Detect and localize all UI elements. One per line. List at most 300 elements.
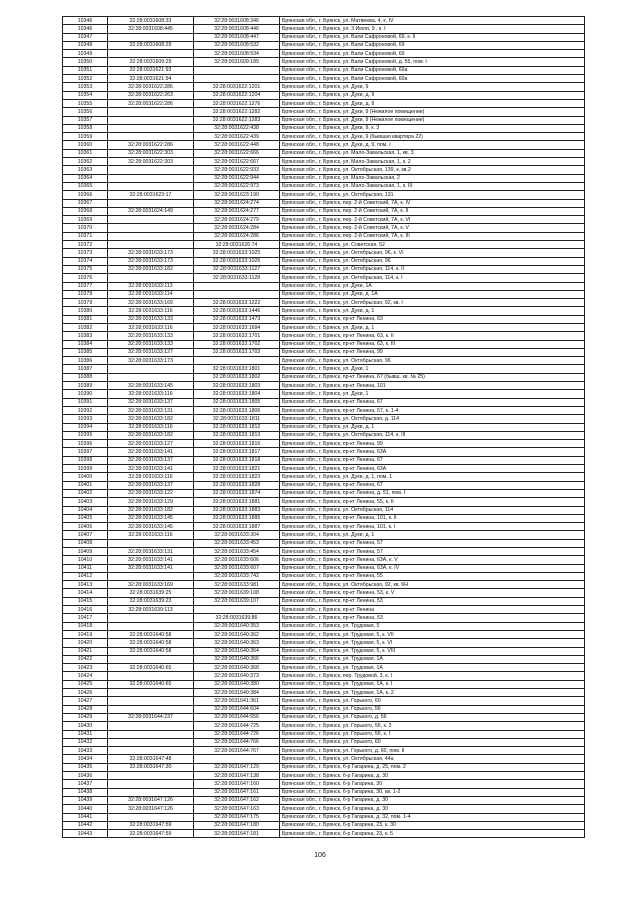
address-cell: Брянская обл., г. Брянск, ул. Октябрьская, 114, к. I [280, 274, 585, 282]
parcel-number-cell [108, 174, 194, 182]
parcel-number-cell: 32:28:0031633:116 [108, 423, 194, 431]
row-number-cell: 10429 [63, 713, 108, 721]
parcel-number-cell [108, 747, 194, 755]
address-cell: Брянская обл., г. Брянск, ул. Дуки, д. 1 [280, 323, 585, 331]
parcel-number-cell [108, 539, 194, 547]
object-number-cell: 32:28:0031640:373 [194, 672, 280, 680]
parcel-number-cell: 32:28:0031621:94 [108, 75, 194, 83]
address-cell: Брянская обл., г. Брянск, ул. Дуки, 1А [280, 282, 585, 290]
row-number-cell: 10418 [63, 622, 108, 630]
object-number-cell: 32:28:0031633:1816 [194, 440, 280, 448]
object-number-cell: 32:28:0031633:1804 [194, 390, 280, 398]
object-number-cell: 32:28:0031608:532 [194, 41, 280, 49]
table-row [63, 191, 585, 199]
object-number-cell: 32:28:0031647:161 [194, 788, 280, 796]
table-row [63, 91, 585, 99]
parcel-number-cell: 32:28:0031633:114 [108, 290, 194, 298]
address-cell: Брянская обл., г. Брянск, ул. Дуки, 9 (Нежилое помещение) [280, 108, 585, 116]
property-register-table [62, 16, 585, 838]
address-cell: Брянская обл., г. Брянск, ул. Вали Сафроновой, 69 [280, 50, 585, 58]
object-number-cell: 32:28:0031647:129 [194, 763, 280, 771]
table-row [63, 805, 585, 813]
object-number-cell: 32:28:0031622:438 [194, 124, 280, 132]
table-row [63, 116, 585, 124]
object-number-cell: 32:28:0031609:189 [194, 58, 280, 66]
address-cell: Брянская обл., г. Брянск, пер. Трудовой, 3, к. I [280, 672, 585, 680]
object-number-cell: 32:28:0031622:1201 [194, 83, 280, 91]
row-number-cell: 10356 [63, 108, 108, 116]
table-row [63, 390, 585, 398]
object-number-cell: 32:28:0031644:656 [194, 713, 280, 721]
address-cell: Брянская обл., г. Брянск, ул. Октябрьская, 96 [280, 357, 585, 365]
row-number-cell: 10404 [63, 506, 108, 514]
address-cell: Брянская обл., г. Брянск, б-р Гагарина, 23, к. 5 [280, 830, 585, 838]
parcel-number-cell: 32:28:0031608:33 [108, 17, 194, 25]
table-row [63, 382, 585, 390]
table-row [63, 821, 585, 829]
address-cell: Брянская обл., г. Брянск, пр-кт Ленина, 57 [280, 539, 585, 547]
table-row [63, 83, 585, 91]
parcel-number-cell: 32:28:0031633:173 [108, 357, 194, 365]
address-cell: Брянская обл., г. Брянск, пр-кт Ленина [280, 606, 585, 614]
address-cell: Брянская обл., г. Брянск, ул. Горького, 56, к. 2 [280, 722, 585, 730]
table-row [63, 249, 585, 257]
row-number-cell: 10420 [63, 639, 108, 647]
address-cell: Брянская обл., г. Брянск, б-р Гагарина, 23, к. 30 [280, 821, 585, 829]
table-row [63, 531, 585, 539]
object-number-cell: 32:28:0031608:446 [194, 25, 280, 33]
row-number-cell: 10396 [63, 440, 108, 448]
address-cell: Брянская обл., г. Брянск, пер. 2-й Советский, 7А, к. VI [280, 216, 585, 224]
parcel-number-cell [108, 689, 194, 697]
table-row [63, 473, 585, 481]
address-cell: Брянская обл., г. Брянск, ул. Октябрьская, 92, кв. 6Н [280, 581, 585, 589]
row-number-cell: 10352 [63, 75, 108, 83]
row-number-cell: 10443 [63, 830, 108, 838]
parcel-number-cell: 32:28:0031633:116 [108, 531, 194, 539]
parcel-number-cell: 32:28:0031633:137 [108, 456, 194, 464]
object-number-cell: 32:28:0031640:380 [194, 680, 280, 688]
object-number-cell: 32:28:0031626:74 [194, 241, 280, 249]
row-number-cell: 10381 [63, 315, 108, 323]
table-row [63, 796, 585, 804]
table-row [63, 689, 585, 697]
parcel-number-cell: 32:28:0031644:237 [108, 713, 194, 721]
row-number-cell: 10378 [63, 290, 108, 298]
parcel-number-cell: 32:28:0031633:145 [108, 523, 194, 531]
table-row [63, 373, 585, 381]
row-number-cell: 10437 [63, 780, 108, 788]
parcel-number-cell: 32:28:0031633:127 [108, 348, 194, 356]
object-number-cell: 32:28:0031622:973 [194, 182, 280, 190]
row-number-cell: 10360 [63, 141, 108, 149]
object-number-cell: 32:28:0031633:1025 [194, 249, 280, 257]
table-row [63, 133, 585, 141]
table-row [63, 465, 585, 473]
table-row [63, 763, 585, 771]
parcel-number-cell: 32:28:0031621:93 [108, 66, 194, 74]
address-cell: Брянская обл., г. Брянск, ул. Дуки, 9 (бывшая квартира 22) [280, 133, 585, 141]
row-number-cell: 10407 [63, 531, 108, 539]
address-cell: Брянская обл., г. Брянск, пр-кт Ленина, 57, к. 1-4 [280, 406, 585, 414]
parcel-number-cell: 32:28:0031622:286 [108, 141, 194, 149]
object-number-cell: 32:28:0031633:1818 [194, 456, 280, 464]
address-cell: Брянская обл., г. Брянск, пр-кт Ленина, 55, к. II [280, 498, 585, 506]
object-number-cell: 32:28:0031641:361 [194, 697, 280, 705]
parcel-number-cell [108, 182, 194, 190]
address-cell: Брянская обл., г. Брянск, пр-кт Ленина, 57 [280, 548, 585, 556]
row-number-cell: 10415 [63, 597, 108, 605]
row-number-cell: 10401 [63, 481, 108, 489]
row-number-cell: 10351 [63, 66, 108, 74]
table-row [63, 58, 585, 66]
object-number-cell: 32:28:0031633:1828 [194, 481, 280, 489]
parcel-number-cell: 32:28:0031633:127 [108, 440, 194, 448]
row-number-cell: 10438 [63, 788, 108, 796]
parcel-number-cell [108, 232, 194, 240]
row-number-cell: 10387 [63, 365, 108, 373]
object-number-cell: 32:28:0031633:1473 [194, 315, 280, 323]
parcel-number-cell: 32:28:0031633:137 [108, 481, 194, 489]
table-row [63, 606, 585, 614]
object-number-cell: 32:28:0031622:933 [194, 166, 280, 174]
object-number-cell: 32:28:0031623:190 [194, 191, 280, 199]
object-number-cell: 32:28:0031633:1805 [194, 398, 280, 406]
table-row [63, 323, 585, 331]
row-number-cell: 10423 [63, 664, 108, 672]
parcel-number-cell: 32:28:0031633:133 [108, 340, 194, 348]
address-cell: Брянская обл., г. Брянск, пр-кт Ленина, 101, к. II [280, 514, 585, 522]
table-row [63, 299, 585, 307]
object-number-cell: 32:28:0031633:304 [194, 531, 280, 539]
parcel-number-cell [108, 614, 194, 622]
table-row [63, 747, 585, 755]
address-cell: Брянская обл., г. Брянск, ул. Горького, 56, к. I [280, 730, 585, 738]
row-number-cell: 10388 [63, 373, 108, 381]
row-number-cell: 10358 [63, 124, 108, 132]
table-row [63, 489, 585, 497]
address-cell: Брянская обл., г. Брянск, ул. Октябрьская, 139, к. кв.2 [280, 166, 585, 174]
object-number-cell: 32:28:0031633:1811 [194, 415, 280, 423]
parcel-number-cell [108, 697, 194, 705]
row-number-cell: 10436 [63, 772, 108, 780]
object-number-cell: 32:28:0031633:1883 [194, 506, 280, 514]
table-row [63, 75, 585, 83]
address-cell: Брянская обл., г. Брянск, ул. Октябрьская, 114, к. II [280, 265, 585, 273]
address-cell: Брянская обл., г. Брянск, пр-кт Ленина, 99 [280, 440, 585, 448]
address-cell: Брянская обл., г. Брянск, ул. Вали Сафроновой, 60а [280, 66, 585, 74]
table-row [63, 332, 585, 340]
row-number-cell: 10413 [63, 581, 108, 589]
table-row [63, 589, 585, 597]
object-number-cell: 32:28:0031639:108 [194, 589, 280, 597]
address-cell: Брянская обл., г. Брянск, ул. Горького, 60 [280, 697, 585, 705]
table-row [63, 149, 585, 157]
object-number-cell: 32:28:0031622:448 [194, 141, 280, 149]
address-cell: Брянская обл., г. Брянск, пр-кт Ленина, 63А, к. IV [280, 564, 585, 572]
table-row [63, 581, 585, 589]
object-number-cell: 32:28:0031633:1874 [194, 489, 280, 497]
address-cell: Брянская обл., г. Брянск, ул. Октябрьская, 96, к. VI [280, 249, 585, 257]
address-cell: Брянская обл., г. Брянск, ул. Октябрьская, 92, кв. I [280, 299, 585, 307]
table-row [63, 788, 585, 796]
address-cell: Брянская обл., г. Брянск, ул. Дуки, 1 [280, 365, 585, 373]
table-row [63, 50, 585, 58]
object-number-cell: 32:28:0031633:1222 [194, 299, 280, 307]
address-cell: Брянская обл., г. Брянск, ул. Горького, д. 60, пом. II [280, 747, 585, 755]
table-row [63, 25, 585, 33]
table-row [63, 290, 585, 298]
table-row [63, 257, 585, 265]
parcel-number-cell: 32:28:0031633:133 [108, 315, 194, 323]
address-cell: Брянская обл., г. Брянск, б-р Гагарина, д. 25, пом. 2 [280, 763, 585, 771]
table-row [63, 780, 585, 788]
address-cell: Брянская обл., г. Брянск, ул. Мало-Завальская, 1, к. III [280, 182, 585, 190]
object-number-cell: 32:28:0031622:1283 [194, 116, 280, 124]
object-number-cell: 32:28:0031622:1282 [194, 108, 280, 116]
table-row [63, 41, 585, 49]
object-number-cell: 32:28:0031622:944 [194, 174, 280, 182]
table-row [63, 448, 585, 456]
parcel-number-cell: 32:28:0031640:58 [108, 639, 194, 647]
table-row [63, 730, 585, 738]
table-row [63, 357, 585, 365]
row-number-cell: 10357 [63, 116, 108, 124]
parcel-number-cell [108, 199, 194, 207]
address-cell: Брянская обл., г. Брянск, ул. Трудовая, 1А, к. 2 [280, 689, 585, 697]
table-row [63, 241, 585, 249]
row-number-cell: 10408 [63, 539, 108, 547]
table-row [63, 431, 585, 439]
address-cell: Брянская обл., г. Брянск, пр-кт Ленина, 67 [280, 398, 585, 406]
parcel-number-cell: 32:28:0031633:137 [108, 398, 194, 406]
table-row [63, 398, 585, 406]
parcel-number-cell [108, 813, 194, 821]
parcel-number-cell [108, 224, 194, 232]
object-number-cell: 32:28:0031624:286 [194, 232, 280, 240]
table-row [63, 456, 585, 464]
address-cell: Брянская обл., г. Брянск, пр-кт Ленина, 63А, к. V [280, 556, 585, 564]
parcel-number-cell: 32:28:0031633:141 [108, 564, 194, 572]
table-row [63, 166, 585, 174]
parcel-number-cell: 32:28:0031639:113 [108, 606, 194, 614]
object-number-cell: 32:28:0031644:726 [194, 730, 280, 738]
parcel-number-cell: 32:28:0031647:48 [108, 755, 194, 763]
address-cell: Брянская обл., г. Брянск, пр-кт Ленина, 63, к. II [280, 332, 585, 340]
parcel-number-cell [108, 373, 194, 381]
address-cell: Брянская обл., г. Брянск, ул. Советская, 52 [280, 241, 585, 249]
object-number-cell: 32:28:0031639:107 [194, 597, 280, 605]
row-number-cell: 10421 [63, 647, 108, 655]
object-number-cell: 32:28:0031633:1813 [194, 431, 280, 439]
address-cell: Брянская обл., г. Брянск, ул. Мало-Завальская, 1, к. 2 [280, 158, 585, 166]
table-row [63, 830, 585, 838]
parcel-number-cell: 32:28:0031633:182 [108, 415, 194, 423]
row-number-cell: 10394 [63, 423, 108, 431]
parcel-number-cell [108, 772, 194, 780]
parcel-number-cell [108, 788, 194, 796]
parcel-number-cell: 32:28:0031640:65 [108, 680, 194, 688]
document-page [62, 16, 580, 838]
address-cell: Брянская обл., г. Брянск, ул. Горького, 56 [280, 705, 585, 713]
table-row [63, 572, 585, 580]
address-cell: Брянская обл., г. Брянск, ул. 3 Июля, 9 , к. I [280, 25, 585, 33]
address-cell: Брянская обл., г. Брянск, пр-кт Ленина, 67 (бывш. кв. № 25) [280, 373, 585, 381]
object-number-cell: 32:28:0031640:364 [194, 647, 280, 655]
parcel-number-cell: 32:28:0031639:25 [108, 589, 194, 597]
row-number-cell: 10398 [63, 456, 108, 464]
row-number-cell: 10380 [63, 307, 108, 315]
row-number-cell: 10441 [63, 813, 108, 821]
table-row [63, 124, 585, 132]
address-cell: Брянская обл., г. Брянск, пр-кт Ленина, 55 [280, 572, 585, 580]
address-cell: Брянская обл., г. Брянск, б-р Гагарина, 30, кв. 1-2 [280, 788, 585, 796]
row-number-cell: 10370 [63, 224, 108, 232]
object-number-cell: 32:28:0031647:175 [194, 813, 280, 821]
parcel-number-cell: 32:28:0031633:141 [108, 465, 194, 473]
table-row [63, 614, 585, 622]
address-cell: Брянская обл., г. Брянск, ул. Дуки, д. 9, пом. I [280, 141, 585, 149]
table-row [63, 423, 585, 431]
row-number-cell: 10440 [63, 805, 108, 813]
row-number-cell: 10412 [63, 572, 108, 580]
object-number-cell [194, 66, 280, 74]
address-cell: Брянская обл., г. Брянск, ул. Трудовая, 5, к. VI [280, 639, 585, 647]
row-number-cell: 10403 [63, 498, 108, 506]
address-cell: Брянская обл., г. Брянск, б-р Гагарина, д. 32, пом. 1-4 [280, 813, 585, 821]
parcel-number-cell: 32:28:0031633:122 [108, 489, 194, 497]
parcel-number-cell: 32:28:0031640:65 [108, 664, 194, 672]
address-cell: Брянская обл., г. Брянск, ул. Дуки, д. 1 [280, 531, 585, 539]
object-number-cell: 32:28:0031633:607 [194, 564, 280, 572]
table-row [63, 556, 585, 564]
table-row [63, 506, 585, 514]
object-number-cell: 32:28:0031633:1446 [194, 307, 280, 315]
object-number-cell: 32:28:0031639:86 [194, 614, 280, 622]
row-number-cell: 10410 [63, 556, 108, 564]
table-row [63, 415, 585, 423]
object-number-cell [194, 357, 280, 365]
address-cell: Брянская обл., г. Брянск, ул. Дуки, д. 1 [280, 307, 585, 315]
parcel-number-cell: 32:28:0031633:182 [108, 265, 194, 273]
object-number-cell: 32:28:0031633:1703 [194, 348, 280, 356]
row-number-cell: 10376 [63, 274, 108, 282]
table-row [63, 548, 585, 556]
object-number-cell: 32:28:0031640:362 [194, 630, 280, 638]
address-cell: Брянская обл., г. Брянск, ул. Октябрьская, 114, к. III [280, 431, 585, 439]
table-row [63, 365, 585, 373]
object-number-cell: 32:28:0031640:368 [194, 664, 280, 672]
object-number-cell: 32:28:0031633:1817 [194, 448, 280, 456]
row-number-cell: 10417 [63, 614, 108, 622]
address-cell: Брянская обл., г. Брянск, ул. Дуки, 9 [280, 83, 585, 91]
address-cell: Брянская обл., г. Брянск, пер. 2-й Советский, 7А, к. III [280, 232, 585, 240]
row-number-cell: 10402 [63, 489, 108, 497]
object-number-cell: 32:28:0031633:1823 [194, 473, 280, 481]
row-number-cell: 10434 [63, 755, 108, 763]
address-cell: Брянская обл., г. Брянск, пр-кт Ленина, 53, к. V [280, 589, 585, 597]
object-number-cell: 32:28:0031644:725 [194, 722, 280, 730]
row-number-cell: 10349 [63, 50, 108, 58]
table-row [63, 315, 585, 323]
table-row [63, 182, 585, 190]
table-row [63, 307, 585, 315]
address-cell: Брянская обл., г. Брянск, ул. Октябрьская, 131 [280, 191, 585, 199]
row-number-cell: 10348 [63, 41, 108, 49]
parcel-number-cell [108, 705, 194, 713]
object-number-cell: 32:28:0031633:742 [194, 572, 280, 580]
table-row [63, 738, 585, 746]
row-number-cell: 10389 [63, 382, 108, 390]
parcel-number-cell: 32:28:0031623:17 [108, 191, 194, 199]
table-row [63, 158, 585, 166]
table-row [63, 597, 585, 605]
object-number-cell: 32:28:0031640:353 [194, 622, 280, 630]
parcel-number-cell: 32:28:0031633:133 [108, 332, 194, 340]
address-cell: Брянская обл., г. Брянск, ул. Дуки, д. 1, пом. 1 [280, 473, 585, 481]
object-number-cell [194, 290, 280, 298]
table-row [63, 406, 585, 414]
address-cell: Брянская обл., г. Брянск, пр-кт Ленина, д. 51, пом. I [280, 489, 585, 497]
row-number-cell: 10385 [63, 348, 108, 356]
row-number-cell: 10393 [63, 415, 108, 423]
table-row [63, 274, 585, 282]
table-row [63, 481, 585, 489]
address-cell: Брянская обл., г. Брянск, ул. Горького, д. 56 [280, 713, 585, 721]
row-number-cell: 10361 [63, 149, 108, 157]
parcel-number-cell: 32:28:0031609:29 [108, 58, 194, 66]
object-number-cell: 32:28:0031633:1803 [194, 382, 280, 390]
address-cell: Брянская обл., г. Брянск, ул. Мало-Завальская, 2 [280, 174, 585, 182]
table-row [63, 232, 585, 240]
row-number-cell: 10432 [63, 738, 108, 746]
parcel-number-cell: 32:28:0031640:58 [108, 630, 194, 638]
row-number-cell: 10397 [63, 448, 108, 456]
parcel-number-cell: 32:28:0031633:169 [108, 581, 194, 589]
address-cell: Брянская обл., г. Брянск, ул. Трудовая, 1А [280, 664, 585, 672]
address-cell: Брянская обл., г. Брянск, ул. Трудовая, 1А [280, 655, 585, 663]
object-number-cell: 32:28:0031647:138 [194, 772, 280, 780]
address-cell: Брянская обл., г. Брянск, ул. Трудовая, 5, к. VII [280, 630, 585, 638]
table-row [63, 755, 585, 763]
object-number-cell: 32:28:0031647:160 [194, 780, 280, 788]
parcel-number-cell: 32:28:0031633:182 [108, 506, 194, 514]
parcel-number-cell [108, 730, 194, 738]
row-number-cell: 10354 [63, 91, 108, 99]
table-row [63, 17, 585, 25]
parcel-number-cell: 32:28:0031633:116 [108, 390, 194, 398]
table-row [63, 216, 585, 224]
table-row [63, 199, 585, 207]
parcel-number-cell [108, 572, 194, 580]
address-cell: Брянская обл., г. Брянск, пер. 2-й Советский, 7А, к. IV [280, 199, 585, 207]
table-row [63, 66, 585, 74]
table-row [63, 224, 585, 232]
table-row [63, 523, 585, 531]
table-row [63, 672, 585, 680]
object-number-cell: 32:28:0031647:163 [194, 805, 280, 813]
table-row [63, 564, 585, 572]
row-number-cell: 10372 [63, 241, 108, 249]
parcel-number-cell: 32:28:0031633:145 [108, 514, 194, 522]
address-cell: Брянская обл., г. Брянск, пер. 2-й Советский, 7А, к. II [280, 207, 585, 215]
address-cell: Брянская обл., г. Брянск, пр-кт Ленина, 63 [280, 315, 585, 323]
object-number-cell [194, 75, 280, 83]
row-number-cell: 10411 [63, 564, 108, 572]
address-cell: Брянская обл., г. Брянск, ул. Дуки, 9 (Нежилое помещение) [280, 116, 585, 124]
row-number-cell: 10405 [63, 514, 108, 522]
row-number-cell: 10414 [63, 589, 108, 597]
